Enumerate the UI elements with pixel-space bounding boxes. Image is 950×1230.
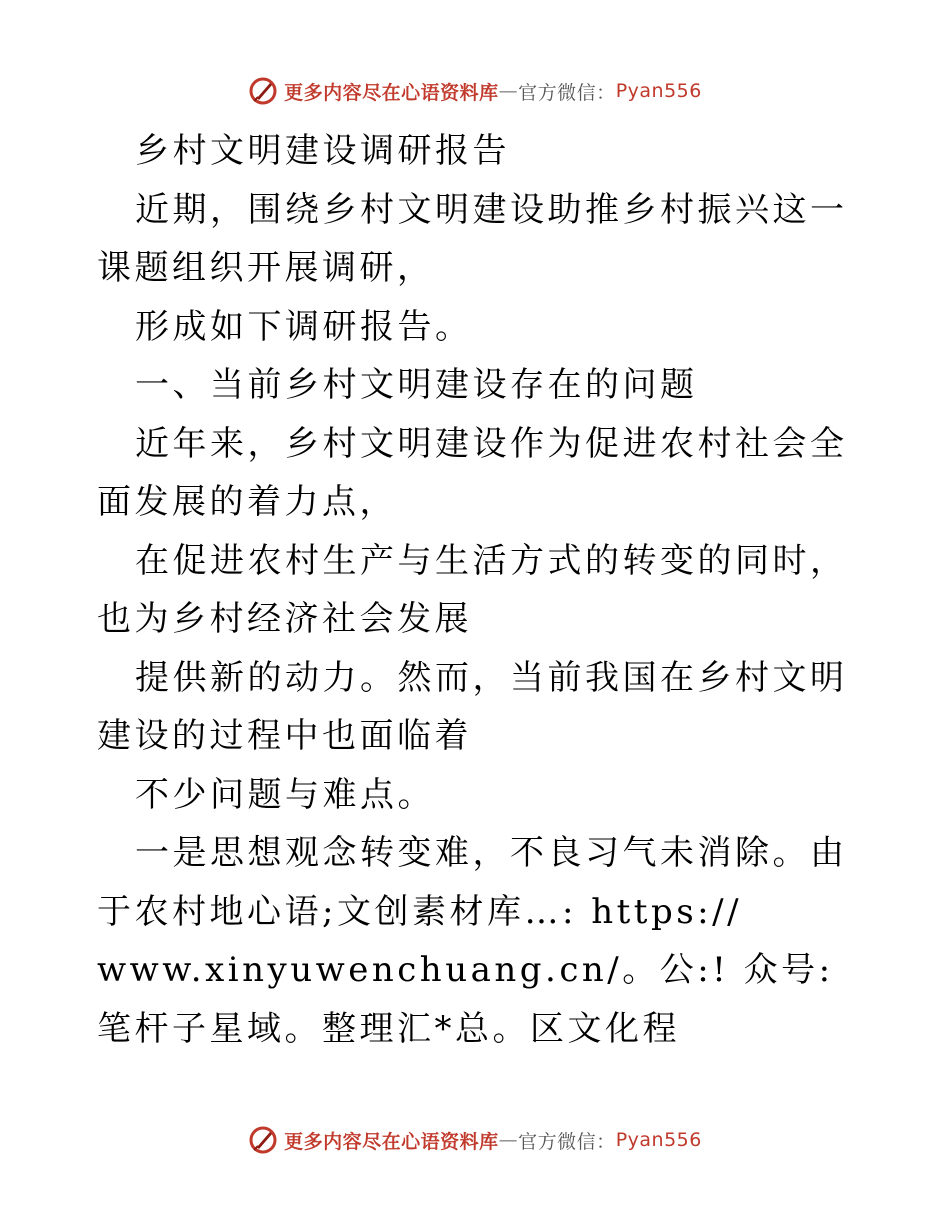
- paragraph-2: 形成如下调研报告。: [135, 306, 473, 347]
- paragraph-5: 提供新的动力。然而，当前我国在乡村文明建设的过程中也面临着: [97, 657, 848, 756]
- banner-dash: —: [498, 1129, 519, 1151]
- paragraph-8: www.xinyuwenchuang.cn/。公:! 众号: 笔杆子星域。整理汇*总。区文化程: [97, 950, 834, 1049]
- banner-wechat-id: Pyan556: [615, 1129, 702, 1151]
- banner-wechat-label: 官方微信：: [518, 81, 616, 104]
- quill-circle-logo-icon: [248, 76, 278, 106]
- section-heading-1: 一、当前乡村文明建设存在的问题: [135, 365, 698, 405]
- banner-wechat-label: 官方微信：: [518, 1130, 616, 1153]
- paragraph-1: 近期，围绕乡村文明建设助推乡村振兴这一课题组织开展调研，: [97, 189, 848, 288]
- header-watermark-banner: [0, 71, 950, 111]
- footer-watermark-banner: [0, 1120, 950, 1160]
- document-body: [97, 122, 857, 1058]
- banner-site-name: 更多内容尽在心语资料库: [284, 1130, 499, 1153]
- paragraph-7: 一是思想观念转变难，不良习气未消除。由于农村地心语;文创素材库…: https://: [97, 833, 848, 932]
- banner-wechat-id: Pyan556: [615, 80, 702, 102]
- quill-circle-logo-icon: [248, 1125, 278, 1155]
- paragraph-6: 不少问题与难点。: [135, 774, 435, 815]
- banner-dash: —: [498, 80, 519, 102]
- banner-site-name: 更多内容尽在心语资料库: [284, 81, 499, 104]
- paragraph-3: 近年来，乡村文明建设作为促进农村社会全面发展的着力点，: [97, 423, 848, 522]
- document-title: 乡村文明建设调研报告: [135, 131, 510, 171]
- paragraph-4: 在促进农村生产与生活方式的转变的同时，也为乡村经济社会发展: [97, 540, 848, 639]
